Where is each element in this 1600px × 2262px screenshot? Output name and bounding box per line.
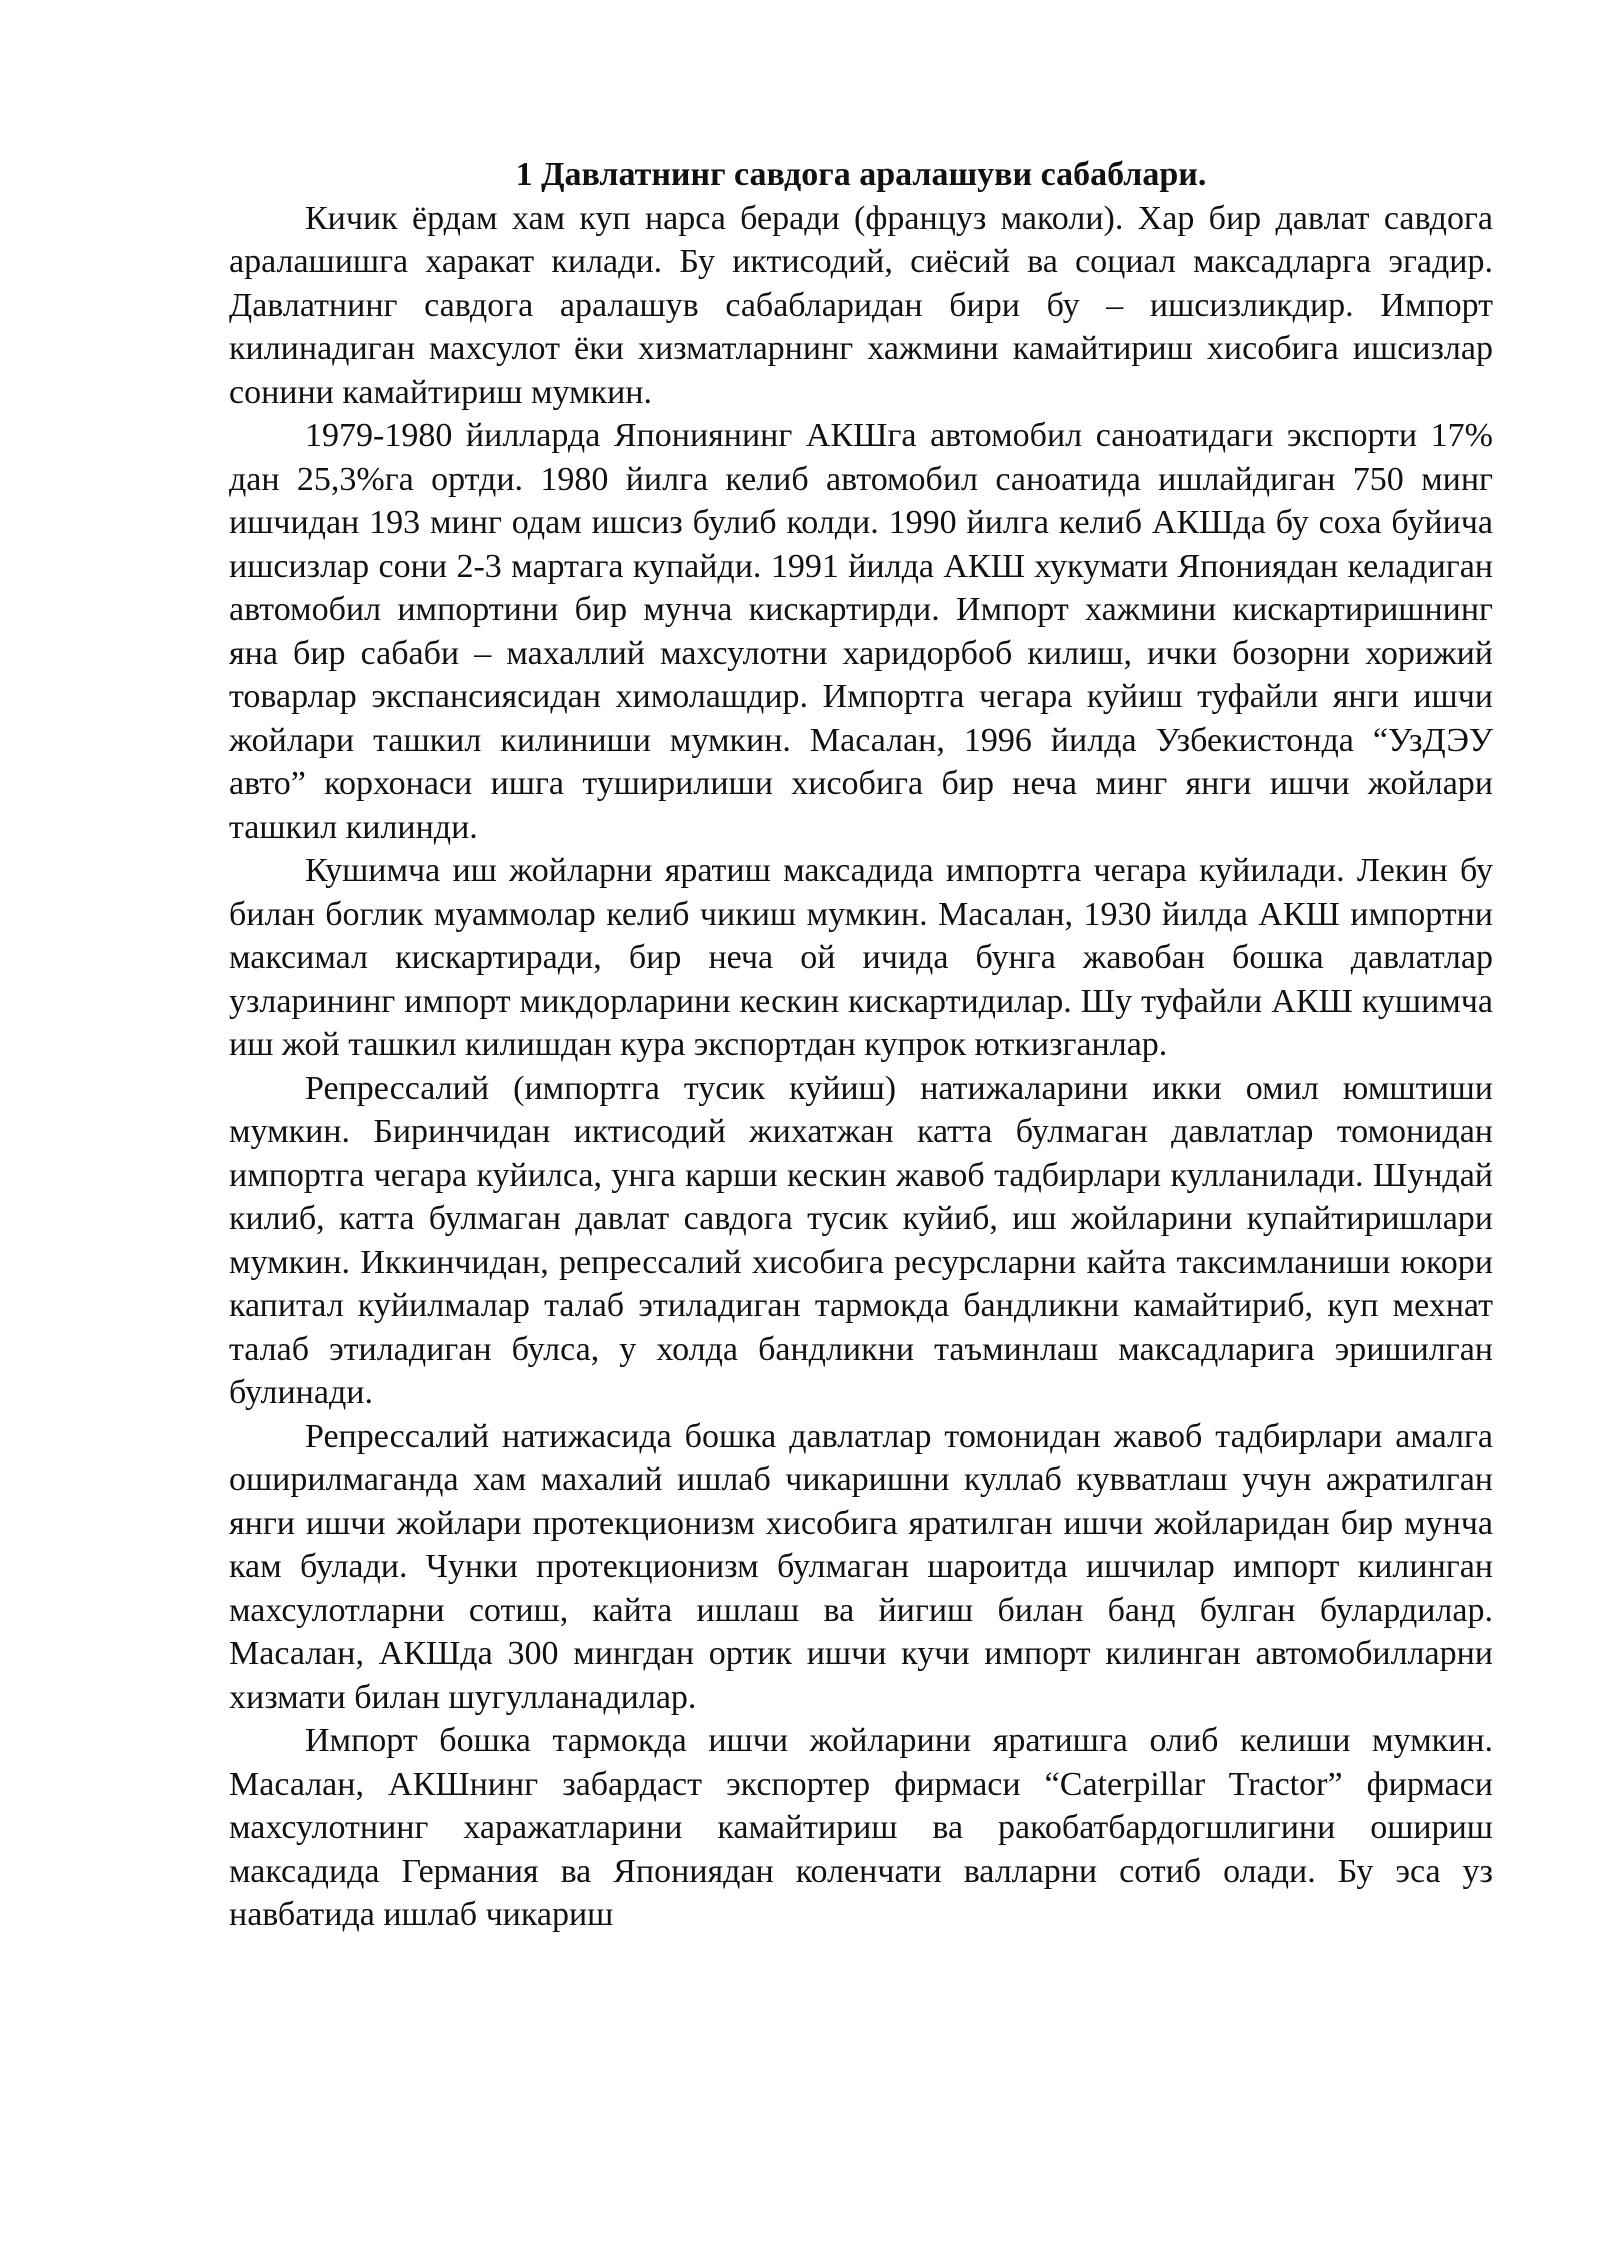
document-title: 1 Давлатнинг савдога аралашуви сабаблари. [515,156,1207,193]
paragraph: 1979-1980 йилларда Япониянинг АКШга автомобил саноатидаги экспорти 17% дан 25,3%га ортди. 1980 йилга келиб автомобил саноатида ишлайдиган 750 минг ишчидан 193 минг одам ишсиз булиб колди. 1990 йилга келиб АКШда бу соха буйича ишсизлар сони 2-3 мартага купайди. 1991 йилда АКШ хукумати Япониядан келадиган автомобил импортини бир мунча кискартирди. Импорт хажмини кискартиришнинг яна бир сабаби – махаллий махсулотни харидорбоб килиш, ички бозорни хорижий товарлар экспансиясидан химолашдир. Импортга чегара куйиш туфайли янги ишчи жойлари ташкил килиниши мумкин. Масалан, 1996 йилда Узбекистонда “УзДЭУ авто” корхонаси ишга туширилиши хисобига бир неча минг янги ишчи жойлари ташкил килинди. [229,417,1493,846]
paragraph: Репрессалий (импортга тусик куйиш) натижаларини икки омил юмштиши мумкин. Биринчидан иктисодий жихатжан катта булмаган давлатлар томонидан импортга чегара куйилса, унга карши кескин жавоб тадбирлари кулланилади. Шундай килиб, катта булмаган давлат савдога тусик куйиб, иш жойларини купайтиришлари мумкин. Иккинчидан, репрессалий хисобига ресурсларни кайта таксимланиши юкори капитал куйилмалар талаб этиладиган тармокда бандликни камайтириб, куп мехнат талаб этиладиган булса, у холда бандликни таъминлаш максадларига эришилган булинади. [229,1069,1493,1411]
paragraph: Импорт бошка тармокда ишчи жойларини яратишга олиб келиши мумкин. Масалан, АКШнинг забардаст экспортер фирмаси “Caterpillar Tractor” фирмаси махсулотнинг харажатларини камайтириш ва ракобатбардогшлигини ошириш максадида Германия ва Япониядан коленчати валларни сотиб олади. Бу эса уз навбатида ишлаб чикариш [229,1722,1493,1933]
document-page [229,153,1493,1937]
paragraph: Репрессалий натижасида бошка давлатлар томонидан жавоб тадбирлари амалга оширилмаганда хам махалий ишлаб чикаришни куллаб кувватлаш учун ажратилган янги ишчи жойлари протекционизм хисобига яратилган ишчи жойларидан бир мунча кам булади. Чунки протекционизм булмаган шароитда ишчилар импорт килинган махсулотларни сотиш, кайта ишлаш ва йигиш билан банд булган булардилар. Масалан, АКШда 300 мингдан ортик ишчи кучи импорт килинган автомобилларни хизмати билан шугулланадилар. [229,1417,1493,1716]
paragraph: Кушимча иш жойларни яратиш максадида импортга чегара куйилади. Лекин бу билан боглик муаммолар келиб чикиш мумкин. Масалан, 1930 йилда АКШ импортни максимал кискартиради, бир неча ой ичида бунга жавобан бошка давлатлар узларининг импорт микдорларини кескин кискартидилар. Шу туфайли АКШ кушимча иш жой ташкил килишдан кура экспортдан купрок юткизганлар. [229,852,1493,1063]
paragraph: Кичик ёрдам хам куп нарса беради (француз маколи). Хар бир давлат савдога аралашишга харакат килади. Бу иктисодий, сиёсий ва социал максадларга эгадир. Давлатнинг савдога аралашув сабабларидан бири бу – ишсизликдир. Импорт килинадиган махсулот ёки хизматларнинг хажмини камайтириш хисобига ишсизлар сонини камайтириш мумкин. [229,199,1493,411]
